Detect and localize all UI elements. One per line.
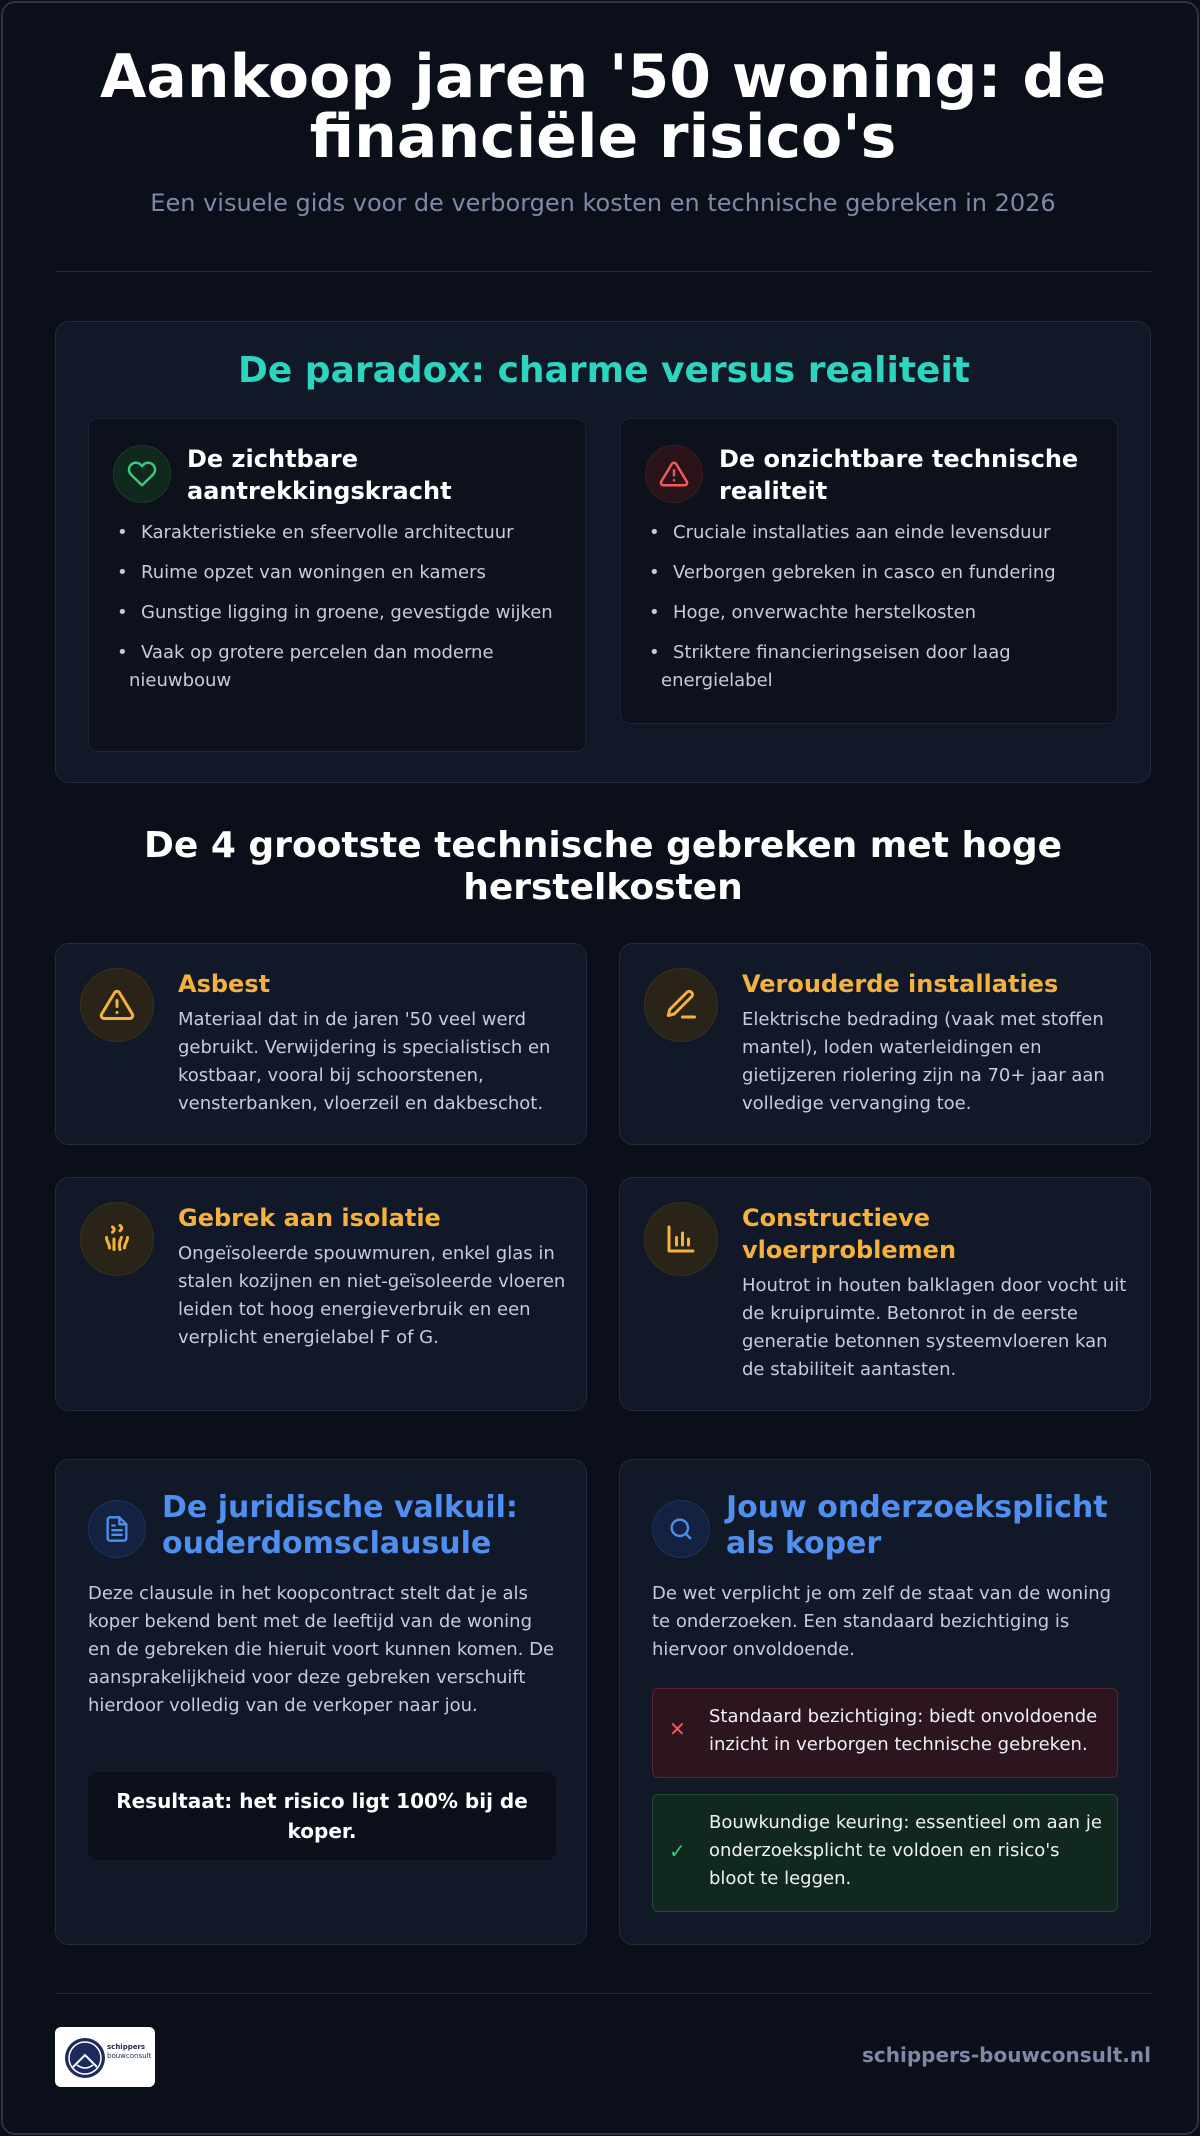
defect-text: Houtrot in houten balklagen door vocht uit de kruipruimte. Betonrot in de eerste generatie betonnen systeemvloeren kan de stabiliteit aantasten. (742, 1275, 1127, 1380)
defect-card-asbestos (55, 943, 587, 1145)
invisible-reality-list (649, 519, 1089, 707)
list-item: • Vaak op grotere percelen dan moderne nieuwbouw (117, 639, 557, 695)
invisible-reality-card (620, 418, 1118, 724)
pencil-icon (644, 968, 718, 1042)
list-item: • Cruciale installaties aan einde levensduur (649, 519, 1089, 547)
divider (55, 271, 1151, 272)
legal-clause-title: De juridische valkuil: ouderdomsclausule (162, 1490, 518, 1561)
paradox-section (55, 321, 1151, 783)
visible-appeal-title: De zichtbare aantrekkingskracht (187, 445, 452, 505)
list-item: • Striktere financieringseisen door laag energielabel (649, 639, 1089, 695)
page-subtitle: Een visuele gids voor de verborgen kosten en technische gebreken in 2026 (150, 189, 1056, 217)
divider (55, 1993, 1151, 1994)
visible-appeal-list (117, 519, 557, 707)
defect-text: Elektrische bedrading (vaak met stoffen mantel), loden waterleidingen en gietijzeren riolering zijn na 70+ jaar aan volledige vervanging toe. (742, 1009, 1105, 1114)
heart-icon (113, 445, 171, 503)
standard-viewing-warning (652, 1688, 1118, 1778)
list-item: • Karakteristieke en sfeervolle architectuur (117, 519, 557, 547)
list-item: • Hoge, onverwachte herstelkosten (649, 599, 1089, 627)
defect-title: Constructieve vloerproblemen (742, 1204, 957, 1264)
search-icon (652, 1500, 710, 1558)
defect-text: Ongeïsoleerde spouwmuren, enkel glas in stalen kozijnen en niet-geïsoleerde vloeren leiden tot hoog energieverbruik en een verplicht energielabel F of G. (178, 1243, 566, 1348)
legal-clause-text: Deze clausule in het koopcontract stelt dat je als koper bekend bent met de leeftijd van de woning en de gebreken die hieruit voort kunnen komen. De aansprakelijkheid voor deze gebreken verschuift hierdoor volledig van de verkoper naar jou. (88, 1583, 555, 1716)
standard-viewing-text: Standaard bezichtiging: biedt onvoldoende inzicht in verborgen technische gebreken. (709, 1706, 1098, 1755)
x-icon: ✕ (669, 1717, 686, 1741)
inspection-recommendation (652, 1794, 1118, 1912)
svg-text:schippers: schippers (107, 2043, 146, 2051)
list-item: • Verborgen gebreken in casco en fundering (649, 559, 1089, 587)
svg-text:bouwconsult: bouwconsult (107, 2052, 152, 2060)
paradox-title: De paradox: charme versus realiteit (237, 350, 971, 391)
visible-appeal-card (88, 418, 586, 752)
company-logo (55, 2027, 155, 2087)
legal-clause-card (55, 1459, 587, 1945)
footer-website-link[interactable]: schippers-bouwconsult.nl (862, 2043, 1151, 2067)
defect-title: Gebrek aan isolatie (178, 1204, 441, 1232)
inspection-text: Bouwkundige keuring: essentieel om aan je onderzoeksplicht te voldoen en risico's bloot te leggen. (709, 1812, 1102, 1889)
page-title: Aankoop jaren '50 woning: de financiële risico's (99, 42, 1107, 172)
invisible-reality-title: De onzichtbare technische realiteit (719, 445, 1079, 505)
defect-title: Verouderde installaties (742, 970, 1059, 998)
research-duty-card (619, 1459, 1151, 1945)
warning-icon (80, 968, 154, 1042)
defect-title: Asbest (178, 970, 271, 998)
defect-card-installations (619, 943, 1151, 1145)
research-duty-title: Jouw onderzoeksplicht als koper (726, 1490, 1108, 1561)
defect-card-floors (619, 1177, 1151, 1411)
warning-icon (645, 445, 703, 503)
list-item: • Ruime opzet van woningen en kamers (117, 559, 557, 587)
check-icon: ✓ (669, 1839, 686, 1863)
defects-title: De 4 grootste technische gebreken met hoge herstelkosten (144, 825, 1062, 908)
research-duty-text: De wet verplicht je om zelf de staat van de woning te onderzoeken. Een standaard bezichtiging is hiervoor onvoldoende. (652, 1583, 1112, 1660)
defect-card-insulation (55, 1177, 587, 1411)
legal-result-box: Resultaat: het risico ligt 100% bij de koper. (88, 1772, 556, 1860)
heat-icon (80, 1202, 154, 1276)
bar-chart-icon (644, 1202, 718, 1276)
list-item: • Gunstige ligging in groene, gevestigde wijken (117, 599, 557, 627)
page-frame (1, 1, 1199, 2135)
defect-text: Materiaal dat in de jaren '50 veel werd gebruikt. Verwijdering is specialistisch en kostbaar, vooral bij schoorstenen, vensterbanken, vloerzeil en dakbeschot. (178, 1009, 551, 1114)
document-icon (88, 1500, 146, 1558)
